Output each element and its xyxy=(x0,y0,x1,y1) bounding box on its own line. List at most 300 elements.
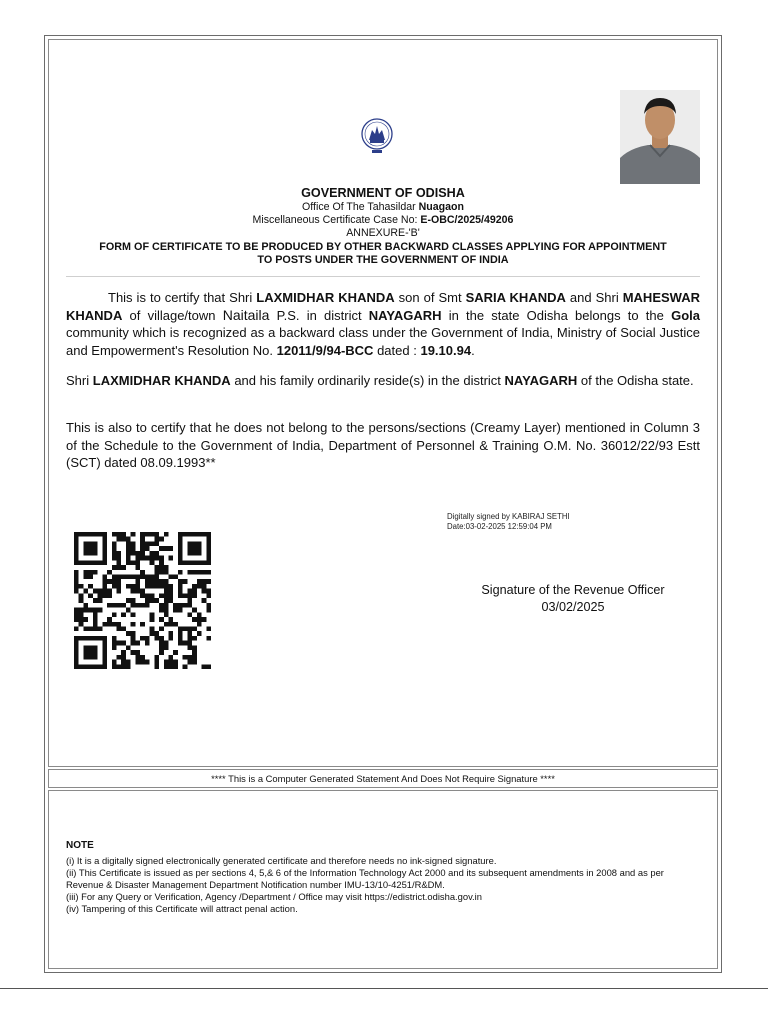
qr-module xyxy=(131,584,136,589)
qr-module xyxy=(117,655,122,660)
qr-module xyxy=(159,650,164,655)
qr-module xyxy=(187,551,192,556)
qr-module xyxy=(159,565,164,570)
qr-module xyxy=(183,560,188,565)
qr-module xyxy=(83,589,88,594)
qr-module xyxy=(126,598,131,603)
qr-module xyxy=(126,584,131,589)
qr-module xyxy=(121,603,126,608)
qr-module xyxy=(135,565,140,570)
qr-module xyxy=(131,622,136,627)
computer-generated-statement: **** This is a Computer Generated Statement And Does Not Require Signature **** xyxy=(48,769,718,788)
qr-module xyxy=(131,551,136,556)
qr-module xyxy=(102,584,107,589)
qr-module xyxy=(183,532,188,537)
qr-module xyxy=(74,664,79,669)
qr-module xyxy=(131,641,136,646)
qr-module xyxy=(102,541,107,546)
qr-module xyxy=(145,641,150,646)
note-item: (iv) Tampering of this Certificate will attract penal action. xyxy=(66,903,298,914)
qr-module xyxy=(173,660,178,665)
form-title-line1: FORM OF CERTIFICATE TO BE PRODUCED BY OTHER BACKWARD CLASSES APPLYING FOR APPOINTMENT xyxy=(99,241,667,253)
qr-module xyxy=(140,546,145,551)
qr-module xyxy=(126,660,131,665)
qr-module xyxy=(164,565,169,570)
qr-module xyxy=(154,598,159,603)
qr-module xyxy=(107,622,112,627)
qr-module xyxy=(83,603,88,608)
qr-module xyxy=(79,664,84,669)
qr-module xyxy=(187,589,192,594)
district-name: NAYAGARH xyxy=(368,307,442,323)
qr-module xyxy=(187,560,192,565)
qr-module xyxy=(88,645,93,650)
qr-module xyxy=(178,532,183,537)
qr-module xyxy=(173,650,178,655)
text-segment: of village/town xyxy=(129,307,216,323)
qr-module xyxy=(197,560,202,565)
qr-module xyxy=(140,556,145,561)
qr-module xyxy=(206,593,211,598)
qr-module xyxy=(112,636,117,641)
qr-module xyxy=(117,584,122,589)
qr-module xyxy=(178,593,183,598)
qr-module xyxy=(197,546,202,551)
qr-module xyxy=(112,664,117,669)
qr-module xyxy=(192,626,197,631)
qr-module xyxy=(112,584,117,589)
text-segment: P.S. in district xyxy=(276,307,362,323)
qr-module xyxy=(178,636,183,641)
qr-module xyxy=(206,541,211,546)
qr-module xyxy=(135,655,140,660)
qr-module xyxy=(168,622,173,627)
qr-module xyxy=(145,541,150,546)
qr-module xyxy=(183,655,188,660)
office-line xyxy=(48,201,718,214)
qr-module xyxy=(197,551,202,556)
qr-module xyxy=(154,579,159,584)
qr-module xyxy=(98,636,103,641)
qr-module xyxy=(197,622,202,627)
qr-module xyxy=(126,556,131,561)
qr-module xyxy=(102,650,107,655)
qr-module xyxy=(79,622,84,627)
qr-module xyxy=(168,617,173,622)
qr-module xyxy=(74,655,79,660)
qr-module xyxy=(93,541,98,546)
qr-module xyxy=(178,537,183,542)
qr-module xyxy=(74,612,79,617)
applicant-photo xyxy=(620,90,700,184)
qr-module xyxy=(74,560,79,565)
qr-module xyxy=(192,546,197,551)
qr-module xyxy=(168,664,173,669)
qr-module xyxy=(159,556,164,561)
qr-module xyxy=(145,556,150,561)
qr-module xyxy=(168,631,173,636)
qr-module xyxy=(112,622,117,627)
qr-module xyxy=(187,631,192,636)
certificate-header xyxy=(48,186,718,267)
qr-module xyxy=(159,560,164,565)
qr-module xyxy=(74,660,79,665)
qr-module xyxy=(131,541,136,546)
case-prefix: Miscellaneous Certificate Case No: xyxy=(252,214,418,226)
qr-module xyxy=(126,645,131,650)
qr-module xyxy=(178,560,183,565)
qr-module xyxy=(173,664,178,669)
qr-module xyxy=(131,560,136,565)
qr-module xyxy=(187,636,192,641)
qr-module xyxy=(178,631,183,636)
qr-module xyxy=(88,664,93,669)
qr-module xyxy=(192,608,197,613)
qr-module xyxy=(150,612,155,617)
qr-module xyxy=(178,584,183,589)
note-list xyxy=(66,855,696,915)
qr-module xyxy=(164,641,169,646)
case-number: E-OBC/2025/49206 xyxy=(420,214,514,226)
note-item: (i) It is a digitally signed electronically generated certificate and therefore needs no ink-signed signature. xyxy=(66,855,497,866)
qr-module xyxy=(159,626,164,631)
qr-module xyxy=(150,532,155,537)
qr-module xyxy=(98,626,103,631)
office-prefix: Office Of The Tahasildar xyxy=(302,201,416,213)
qr-module xyxy=(154,556,159,561)
qr-module xyxy=(74,650,79,655)
certificate-paragraph-2 xyxy=(66,372,700,390)
qr-module xyxy=(206,603,211,608)
text-segment: This is to certify that Shri xyxy=(108,290,253,305)
qr-module xyxy=(83,575,88,580)
qr-module xyxy=(107,593,112,598)
qr-module xyxy=(112,612,117,617)
qr-module xyxy=(159,579,164,584)
qr-module xyxy=(88,532,93,537)
qr-module xyxy=(140,575,145,580)
qr-module xyxy=(88,570,93,575)
annexure-label: ANNEXURE-'B' xyxy=(346,227,420,239)
qr-module xyxy=(102,532,107,537)
qr-module xyxy=(178,579,183,584)
qr-module xyxy=(121,650,126,655)
qr-module xyxy=(168,660,173,665)
qr-module xyxy=(83,664,88,669)
qr-module xyxy=(112,556,117,561)
qr-module xyxy=(168,546,173,551)
qr-module xyxy=(140,636,145,641)
applicant-name: LAXMIDHAR KHANDA xyxy=(256,290,395,305)
qr-module xyxy=(206,636,211,641)
qr-module xyxy=(164,532,169,537)
qr-module xyxy=(117,626,122,631)
qr-module xyxy=(98,608,103,613)
qr-module xyxy=(150,626,155,631)
resolution-date: 19.10.94 xyxy=(420,342,472,358)
qr-module xyxy=(178,556,183,561)
qr-module xyxy=(93,664,98,669)
qr-module xyxy=(83,546,88,551)
qr-module xyxy=(140,532,145,537)
qr-module xyxy=(178,608,183,613)
qr-module xyxy=(102,622,107,627)
qr-module xyxy=(131,650,136,655)
qr-module xyxy=(117,579,122,584)
qr-module xyxy=(178,546,183,551)
qr-module xyxy=(102,560,107,565)
qr-module xyxy=(202,532,207,537)
qr-module xyxy=(107,579,112,584)
qr-module xyxy=(140,551,145,556)
qr-module xyxy=(131,612,136,617)
qr-module xyxy=(164,546,169,551)
qr-module xyxy=(206,556,211,561)
qr-module xyxy=(112,565,117,570)
text-segment: son of Smt xyxy=(398,290,462,305)
digital-signature-date: Date:03-02-2025 12:59:04 PM xyxy=(447,522,552,531)
qr-module xyxy=(112,579,117,584)
qr-module xyxy=(131,532,136,537)
qr-module xyxy=(168,593,173,598)
qr-module xyxy=(206,560,211,565)
qr-module xyxy=(126,575,131,580)
qr-module xyxy=(121,532,126,537)
qr-module xyxy=(117,556,122,561)
qr-module xyxy=(88,541,93,546)
qr-module xyxy=(131,575,136,580)
qr-module xyxy=(192,650,197,655)
qr-module xyxy=(102,593,107,598)
qr-module xyxy=(150,575,155,580)
qr-module xyxy=(202,584,207,589)
qr-module xyxy=(112,645,117,650)
qr-module xyxy=(206,537,211,542)
qr-module xyxy=(121,575,126,580)
qr-module xyxy=(79,598,84,603)
qr-module xyxy=(206,579,211,584)
qr-module xyxy=(135,641,140,646)
verification-qr-code[interactable] xyxy=(70,532,215,669)
qr-module xyxy=(150,584,155,589)
qr-module xyxy=(197,617,202,622)
qr-module xyxy=(79,608,84,613)
qr-module xyxy=(159,584,164,589)
qr-module xyxy=(154,631,159,636)
qr-module xyxy=(83,608,88,613)
qr-module xyxy=(202,598,207,603)
qr-module xyxy=(102,546,107,551)
qr-module xyxy=(164,608,169,613)
qr-module xyxy=(135,603,140,608)
qr-module xyxy=(126,664,131,669)
community-name: Gola xyxy=(671,307,700,323)
qr-module xyxy=(88,546,93,551)
qr-module xyxy=(117,641,122,646)
qr-module xyxy=(202,617,207,622)
qr-module xyxy=(145,584,150,589)
qr-module xyxy=(183,626,188,631)
qr-module xyxy=(168,636,173,641)
father-name: MAHESWAR KHANDA xyxy=(66,290,700,323)
qr-module xyxy=(183,664,188,669)
qr-module xyxy=(197,584,202,589)
qr-module xyxy=(187,546,192,551)
qr-module xyxy=(117,565,122,570)
qr-module xyxy=(102,636,107,641)
qr-module xyxy=(93,645,98,650)
qr-module xyxy=(164,612,169,617)
qr-module xyxy=(79,593,84,598)
qr-module xyxy=(117,575,122,580)
text-segment: . xyxy=(471,342,475,358)
qr-module xyxy=(150,617,155,622)
form-title xyxy=(48,241,718,267)
qr-module xyxy=(126,537,131,542)
qr-module xyxy=(112,660,117,665)
qr-module xyxy=(74,537,79,542)
qr-module xyxy=(102,655,107,660)
qr-module xyxy=(154,660,159,665)
qr-module xyxy=(98,560,103,565)
qr-module xyxy=(102,575,107,580)
signature-title: Signature of the Revenue Officer xyxy=(481,583,665,597)
qr-module xyxy=(93,551,98,556)
qr-module xyxy=(192,570,197,575)
qr-module xyxy=(126,560,131,565)
qr-module xyxy=(159,593,164,598)
qr-module xyxy=(102,645,107,650)
qr-module xyxy=(121,660,126,665)
qr-module xyxy=(98,598,103,603)
qr-module xyxy=(74,584,79,589)
qr-module xyxy=(164,589,169,594)
qr-module xyxy=(202,664,207,669)
qr-module xyxy=(173,603,178,608)
note-item: (iii) For any Query or Verification, Agency /Department / Office may visit https://edistrict.odisha.gov.in xyxy=(66,891,482,902)
qr-module xyxy=(88,584,93,589)
qr-module xyxy=(173,575,178,580)
qr-module xyxy=(140,593,145,598)
qr-module xyxy=(102,664,107,669)
qr-module xyxy=(121,626,126,631)
qr-module xyxy=(88,636,93,641)
qr-module xyxy=(135,650,140,655)
qr-module xyxy=(121,565,126,570)
qr-module xyxy=(93,546,98,551)
qr-module xyxy=(79,636,84,641)
qr-module xyxy=(154,541,159,546)
qr-module xyxy=(131,603,136,608)
qr-module xyxy=(93,608,98,613)
qr-module xyxy=(150,631,155,636)
qr-module xyxy=(93,532,98,537)
resolution-number: 12011/9/94-BCC xyxy=(276,342,374,358)
qr-module xyxy=(197,532,202,537)
text-segment: Shri xyxy=(66,373,90,388)
text-segment: and his family ordinarily reside(s) in the district xyxy=(234,373,501,388)
applicant-name: LAXMIDHAR KHANDA xyxy=(92,373,231,388)
qr-module xyxy=(83,560,88,565)
qr-module xyxy=(135,560,140,565)
qr-module xyxy=(154,532,159,537)
qr-module xyxy=(98,593,103,598)
qr-module xyxy=(93,589,98,594)
qr-module xyxy=(168,575,173,580)
text-segment: dated : xyxy=(377,342,417,358)
qr-module xyxy=(135,579,140,584)
qr-module xyxy=(112,551,117,556)
qr-module xyxy=(102,537,107,542)
qr-module xyxy=(159,617,164,622)
qr-module xyxy=(192,560,197,565)
qr-module xyxy=(79,617,84,622)
qr-module xyxy=(93,636,98,641)
qr-module xyxy=(117,537,122,542)
header-divider xyxy=(66,276,700,277)
qr-module xyxy=(187,598,192,603)
qr-module xyxy=(192,551,197,556)
qr-module xyxy=(178,603,183,608)
qr-module xyxy=(192,645,197,650)
qr-module xyxy=(117,551,122,556)
qr-module xyxy=(164,584,169,589)
qr-module xyxy=(187,570,192,575)
qr-module xyxy=(112,541,117,546)
qr-module xyxy=(178,551,183,556)
qr-module xyxy=(88,575,93,580)
qr-module xyxy=(154,584,159,589)
qr-module xyxy=(192,589,197,594)
qr-module xyxy=(192,655,197,660)
qr-module xyxy=(164,598,169,603)
qr-module xyxy=(168,589,173,594)
qr-module xyxy=(159,636,164,641)
qr-module xyxy=(183,603,188,608)
qr-module xyxy=(192,541,197,546)
qr-module xyxy=(183,641,188,646)
qr-module xyxy=(131,598,136,603)
qr-module xyxy=(145,579,150,584)
qr-module xyxy=(112,603,117,608)
digital-signature-signer: Digitally signed by KABIRAJ SETHI xyxy=(447,512,570,521)
qr-module xyxy=(121,664,126,669)
qr-module xyxy=(74,556,79,561)
qr-module xyxy=(131,631,136,636)
qr-module xyxy=(197,570,202,575)
qr-module xyxy=(79,612,84,617)
qr-module xyxy=(98,532,103,537)
qr-module xyxy=(154,565,159,570)
qr-module xyxy=(192,532,197,537)
government-title: GOVERNMENT OF ODISHA xyxy=(301,186,465,200)
qr-module xyxy=(183,593,188,598)
qr-module xyxy=(164,622,169,627)
text-segment: community which is recognized as a backward class under the Government of India, Ministry of Social Justice and Empowerment's Resolution No. xyxy=(66,325,700,358)
qr-module xyxy=(102,641,107,646)
qr-module xyxy=(126,551,131,556)
qr-module xyxy=(117,532,122,537)
qr-module xyxy=(112,532,117,537)
qr-module xyxy=(93,617,98,622)
qr-module xyxy=(192,660,197,665)
qr-module xyxy=(154,537,159,542)
qr-module xyxy=(121,641,126,646)
qr-module xyxy=(135,575,140,580)
signature-block xyxy=(462,582,684,615)
qr-module xyxy=(93,655,98,660)
qr-module xyxy=(117,589,122,594)
